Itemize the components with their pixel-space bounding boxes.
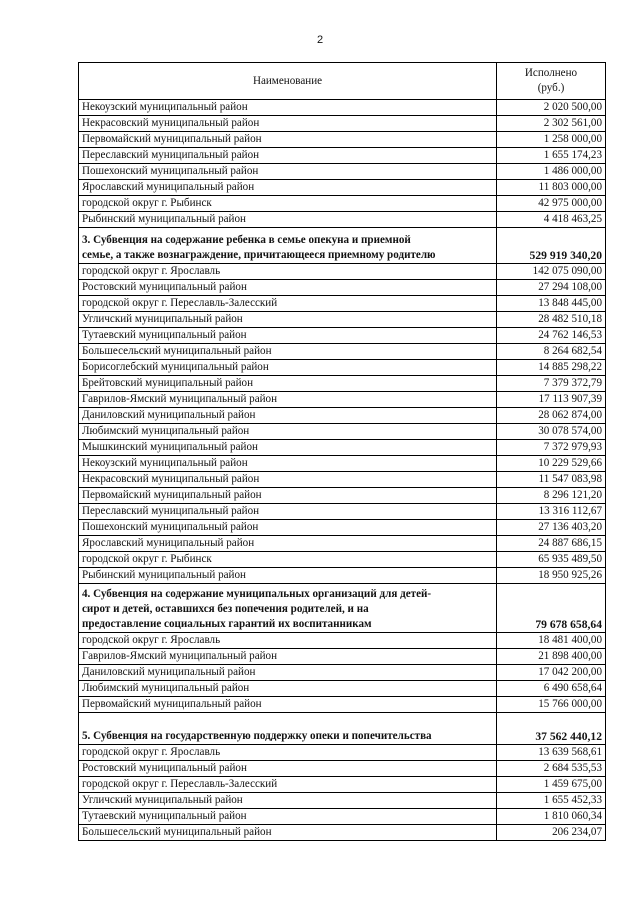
amount-value: 2 684 535,53 — [497, 761, 606, 777]
district-name: Даниловский муниципальный район — [79, 665, 497, 681]
amount-value: 206 234,07 — [497, 825, 606, 841]
section-row — [79, 713, 606, 745]
amount-value: 28 482 510,18 — [497, 312, 606, 328]
amount-value: 2 302 561,00 — [497, 116, 606, 132]
district-name: Гаврилов-Ямский муниципальный район — [79, 649, 497, 665]
district-name: Тутаевский муниципальный район — [79, 328, 497, 344]
section-row — [79, 228, 606, 264]
amount-value: 7 379 372,79 — [497, 376, 606, 392]
amount-value: 2 020 500,00 — [497, 100, 606, 116]
table-row — [79, 408, 606, 424]
district-name: Брейтовский муниципальный район — [79, 376, 497, 392]
amount-value: 11 547 083,98 — [497, 472, 606, 488]
budget-table — [78, 62, 606, 841]
table-row — [79, 116, 606, 132]
table-row — [79, 100, 606, 116]
table-row — [79, 280, 606, 296]
section-title: 4. Субвенция на содержание муниципальных организаций для детей- сирот и детей, оставшихся без попечения родителей, и на предоставление социальных гарантий их воспитанникам — [79, 584, 497, 633]
section-title: 3. Субвенция на содержание ребенка в семье опекуна и приемной семье, а также вознаграждение, причитающееся приемному родителю — [79, 228, 497, 264]
district-name: Некрасовский муниципальный район — [79, 472, 497, 488]
district-name: Любимский муниципальный район — [79, 681, 497, 697]
amount-value: 14 885 298,22 — [497, 360, 606, 376]
district-name: Пошехонский муниципальный район — [79, 164, 497, 180]
district-name: городской округ г. Ярославль — [79, 264, 497, 280]
district-name: Даниловский муниципальный район — [79, 408, 497, 424]
table-row — [79, 520, 606, 536]
district-name: Некоузский муниципальный район — [79, 100, 497, 116]
district-name: Большесельский муниципальный район — [79, 825, 497, 841]
district-name: Рыбинский муниципальный район — [79, 212, 497, 228]
district-name: Первомайский муниципальный район — [79, 488, 497, 504]
amount-value: 17 042 200,00 — [497, 665, 606, 681]
table-row — [79, 633, 606, 649]
table-row — [79, 536, 606, 552]
table-row — [79, 440, 606, 456]
amount-value: 1 655 452,33 — [497, 793, 606, 809]
district-name: Угличский муниципальный район — [79, 793, 497, 809]
section-total: 37 562 440,12 — [497, 713, 606, 745]
district-name: Некоузский муниципальный район — [79, 456, 497, 472]
table-row — [79, 472, 606, 488]
amount-value: 27 136 403,20 — [497, 520, 606, 536]
amount-value: 13 848 445,00 — [497, 296, 606, 312]
district-name: Ярославский муниципальный район — [79, 536, 497, 552]
amount-value: 18 481 400,00 — [497, 633, 606, 649]
table-row — [79, 264, 606, 280]
table-row — [79, 825, 606, 841]
table-row — [79, 392, 606, 408]
table-row — [79, 504, 606, 520]
section-total: 529 919 340,20 — [497, 228, 606, 264]
amount-value: 30 078 574,00 — [497, 424, 606, 440]
district-name: городской округ г. Переславль-Залесский — [79, 777, 497, 793]
district-name: Тутаевский муниципальный район — [79, 809, 497, 825]
district-name: Гаврилов-Ямский муниципальный район — [79, 392, 497, 408]
table-row — [79, 212, 606, 228]
table-row — [79, 180, 606, 196]
amount-value: 4 418 463,25 — [497, 212, 606, 228]
table-row — [79, 745, 606, 761]
table-row — [79, 196, 606, 212]
budget-table-body — [79, 63, 606, 841]
amount-value: 24 762 146,53 — [497, 328, 606, 344]
district-name: Рыбинский муниципальный район — [79, 568, 497, 584]
district-name: Большесельский муниципальный район — [79, 344, 497, 360]
amount-value: 1 258 000,00 — [497, 132, 606, 148]
amount-value: 8 264 682,54 — [497, 344, 606, 360]
district-name: Первомайский муниципальный район — [79, 132, 497, 148]
district-name: Любимский муниципальный район — [79, 424, 497, 440]
amount-value: 13 316 112,67 — [497, 504, 606, 520]
table-row — [79, 376, 606, 392]
district-name: городской округ г. Ярославль — [79, 633, 497, 649]
header-name: Наименование — [79, 63, 497, 100]
district-name: Переславский муниципальный район — [79, 148, 497, 164]
district-name: Первомайский муниципальный район — [79, 697, 497, 713]
table-row — [79, 148, 606, 164]
page-number: 2 — [316, 34, 324, 46]
table-row — [79, 488, 606, 504]
amount-value: 6 490 658,64 — [497, 681, 606, 697]
table-row — [79, 552, 606, 568]
amount-value: 13 639 568,61 — [497, 745, 606, 761]
section-row — [79, 584, 606, 633]
district-name: городской округ г. Рыбинск — [79, 552, 497, 568]
table-row — [79, 312, 606, 328]
district-name: Некрасовский муниципальный район — [79, 116, 497, 132]
amount-value: 28 062 874,00 — [497, 408, 606, 424]
district-name: Переславский муниципальный район — [79, 504, 497, 520]
district-name: Ростовский муниципальный район — [79, 280, 497, 296]
table-row — [79, 777, 606, 793]
district-name: Угличский муниципальный район — [79, 312, 497, 328]
table-row — [79, 132, 606, 148]
table-row — [79, 164, 606, 180]
amount-value: 1 810 060,34 — [497, 809, 606, 825]
table-row — [79, 665, 606, 681]
amount-value: 1 655 174,23 — [497, 148, 606, 164]
table-row — [79, 649, 606, 665]
amount-value: 24 887 686,15 — [497, 536, 606, 552]
table-row — [79, 296, 606, 312]
table-row — [79, 697, 606, 713]
amount-value: 1 459 675,00 — [497, 777, 606, 793]
district-name: Ярославский муниципальный район — [79, 180, 497, 196]
amount-value: 17 113 907,39 — [497, 392, 606, 408]
amount-value: 11 803 000,00 — [497, 180, 606, 196]
amount-value: 1 486 000,00 — [497, 164, 606, 180]
amount-value: 7 372 979,93 — [497, 440, 606, 456]
amount-value: 8 296 121,20 — [497, 488, 606, 504]
table-row — [79, 456, 606, 472]
district-name: Борисоглебский муниципальный район — [79, 360, 497, 376]
header-executed: Исполнено (руб.) — [497, 63, 606, 100]
district-name: Ростовский муниципальный район — [79, 761, 497, 777]
table-header-row — [79, 63, 606, 100]
table-row — [79, 681, 606, 697]
district-name: городской округ г. Рыбинск — [79, 196, 497, 212]
amount-value: 21 898 400,00 — [497, 649, 606, 665]
amount-value: 42 975 000,00 — [497, 196, 606, 212]
table-row — [79, 424, 606, 440]
amount-value: 27 294 108,00 — [497, 280, 606, 296]
district-name: городской округ г. Переславль-Залесский — [79, 296, 497, 312]
amount-value: 18 950 925,26 — [497, 568, 606, 584]
table-row — [79, 793, 606, 809]
table-row — [79, 809, 606, 825]
district-name: Мышкинский муниципальный район — [79, 440, 497, 456]
table-row — [79, 344, 606, 360]
district-name: городской округ г. Ярославль — [79, 745, 497, 761]
amount-value: 65 935 489,50 — [497, 552, 606, 568]
amount-value: 142 075 090,00 — [497, 264, 606, 280]
section-total: 79 678 658,64 — [497, 584, 606, 633]
table-row — [79, 568, 606, 584]
table-row — [79, 360, 606, 376]
amount-value: 10 229 529,66 — [497, 456, 606, 472]
amount-value: 15 766 000,00 — [497, 697, 606, 713]
table-row — [79, 328, 606, 344]
table-row — [79, 761, 606, 777]
district-name: Пошехонский муниципальный район — [79, 520, 497, 536]
section-title: 5. Субвенция на государственную поддержку опеки и попечительства — [79, 713, 497, 745]
